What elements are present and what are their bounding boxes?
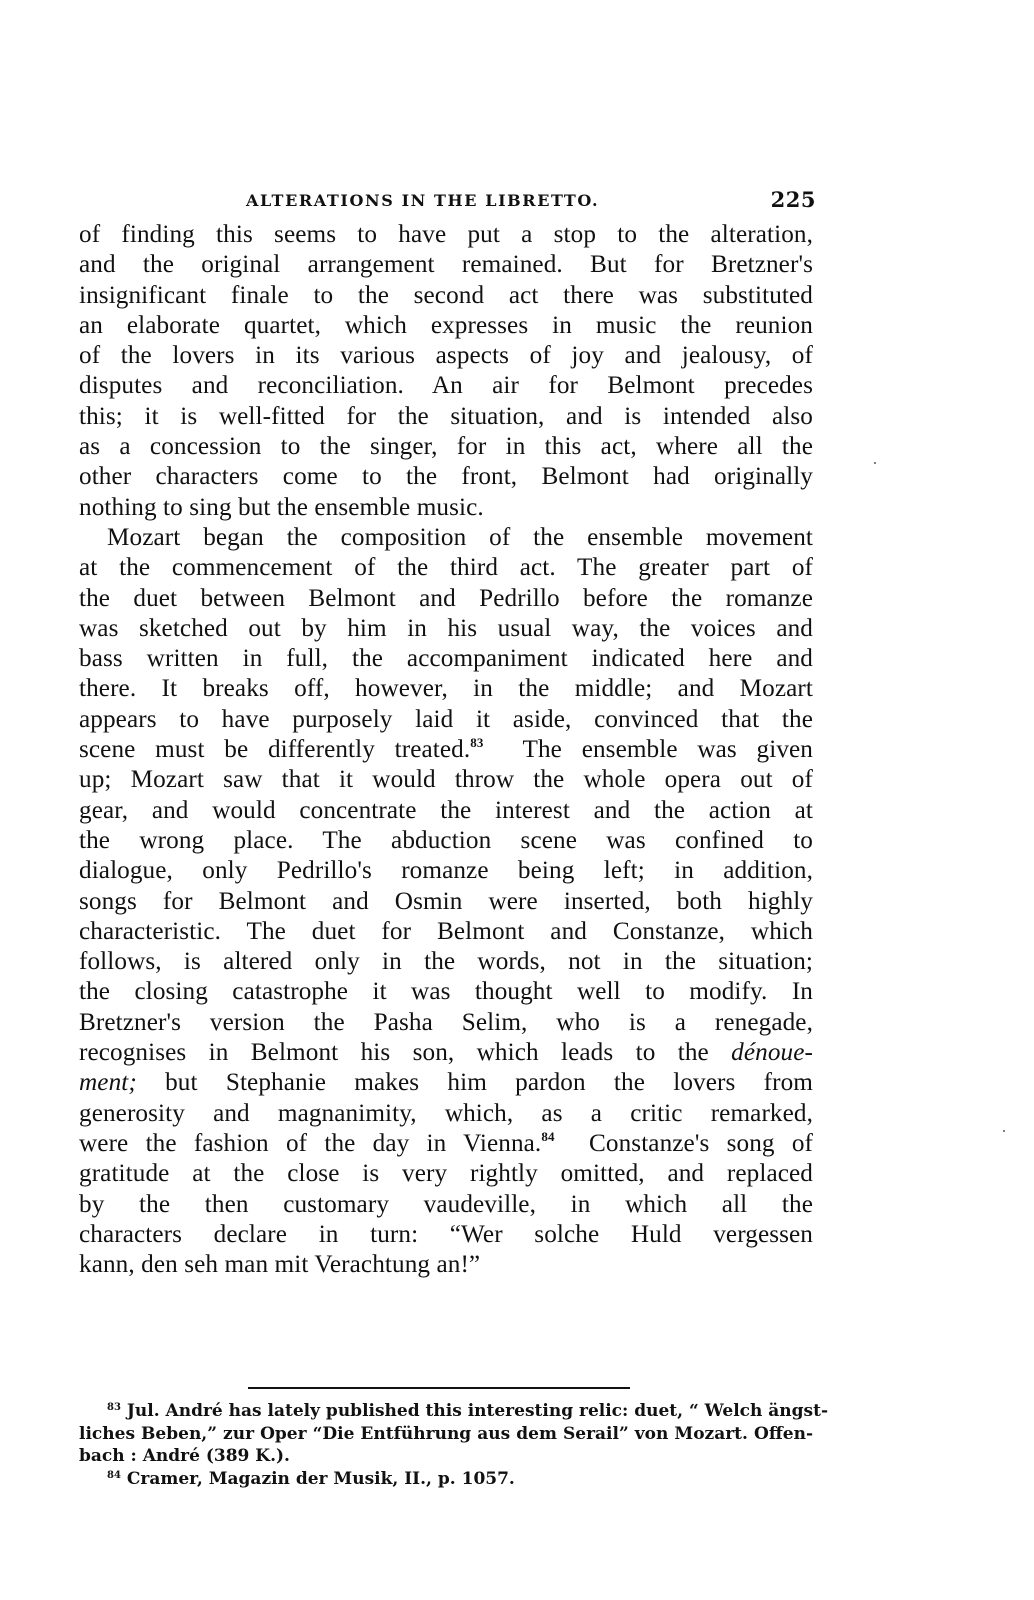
footnote-84 (79, 1468, 813, 1491)
text-line: appears to have purposely laid it aside, convinced that the (79, 705, 813, 733)
text-line (79, 1068, 813, 1098)
paragraph-2 (79, 523, 813, 1280)
text-line: insignificant finale to the second act there was substituted (79, 281, 813, 309)
footnote-line (79, 1400, 829, 1423)
text-line (79, 735, 813, 765)
text-line: this; it is well-fitted for the situation, and is intended also (79, 402, 813, 430)
text-line: as a concession to the singer, for in this act, where all the (79, 433, 813, 461)
text-segment: The ensemble was given (522, 736, 814, 764)
scan-speck (1003, 1130, 1005, 1132)
italic-term: ment; (79, 1069, 137, 1097)
text-line: of finding this seems to have put a stop to the alteration, (79, 221, 813, 248)
text-line: up; Mozart saw that it would throw the whole opera out of (79, 766, 813, 794)
italic-term: dénoue- (731, 1039, 813, 1067)
text-line: dialogue, only Pedrillo's romanze being left; in addition, (79, 857, 813, 885)
text-line: the wrong place. The abduction scene was confined to (79, 826, 813, 854)
text-line: disputes and reconciliation. An air for Belmont precedes (79, 372, 813, 400)
text-line: gratitude at the close is very rightly omitted, and replaced (79, 1160, 813, 1188)
text-line: Bretzner's version the Pasha Selim, who is a renegade, (79, 1008, 813, 1036)
running-head (246, 187, 816, 217)
text-line: other characters come to the front, Belmont had originally (79, 463, 813, 491)
scan-speck (874, 462, 876, 464)
text-segment: but Stephanie makes him pardon the lovers from (165, 1069, 813, 1097)
text-line (79, 1038, 813, 1068)
text-line: songs for Belmont and Osmin were inserted, both highly (79, 887, 813, 915)
footnotes (79, 1400, 829, 1490)
footnote-divider (248, 1387, 630, 1389)
text-segment: were the fashion of the day in Vienna. (79, 1129, 542, 1157)
text-line: bass written in full, the accompaniment indicated here and (79, 645, 813, 673)
text-line (79, 1129, 813, 1159)
text-segment: Cramer, Magazin der Musik, II., p. 1057. (126, 1468, 515, 1489)
text-line: an elaborate quartet, which expresses in music the reunion (79, 311, 813, 339)
footnote-line (79, 1468, 813, 1491)
text-segment: Jul. André has lately published this interesting relic: duet, “ Welch ängst- (126, 1401, 829, 1421)
footnote-ref-83[interactable]: 83 (470, 735, 484, 751)
footnote-ref-84[interactable]: 84 (541, 1128, 555, 1144)
text-line: the duet between Belmont and Pedrillo before the romanze (79, 584, 813, 612)
text-line: characteristic. The duet for Belmont and Constanze, which (79, 917, 813, 945)
page-number: 225 (770, 187, 816, 212)
text-line: characters declare in turn: “Wer solche Huld vergessen (79, 1220, 813, 1248)
text-line: follows, is altered only in the words, not in the situation; (79, 948, 813, 976)
text-line: there. It breaks off, however, in the middle; and Mozart (79, 675, 813, 703)
text-line: of the lovers in its various aspects of joy and jealousy, of (79, 342, 813, 370)
footnote-marker: 83 (107, 1402, 121, 1413)
footnote-line: bach : André (389 K.). (79, 1446, 290, 1466)
footnote-83 (79, 1400, 829, 1468)
text-segment: scene must be differently treated. (79, 736, 471, 764)
text-line: at the commencement of the third act. The greater part of (79, 554, 813, 582)
text-segment: recognises in Belmont his son, which leads to the (79, 1039, 709, 1067)
running-head-title: ALTERATIONS IN THE LIBRETTO. (246, 191, 600, 210)
text-line: nothing to sing but the ensemble music. (79, 493, 484, 521)
text-line: the closing catastrophe it was thought well to modify. In (79, 978, 813, 1006)
footnote-line: liches Beben,” zur Oper “Die Entführung aus dem Serail” von Mozart. Offen- (79, 1423, 813, 1444)
body-text (79, 220, 813, 1280)
paragraph-1 (79, 220, 813, 523)
text-line: gear, and would concentrate the interest and the action at (79, 796, 813, 824)
text-line: Mozart began the composition of the ensemble movement (107, 523, 813, 551)
text-line: kann, den seh man mit Verachtung an!” (79, 1251, 481, 1279)
text-line: generosity and magnanimity, which, as a critic remarked, (79, 1099, 813, 1127)
text-line: was sketched out by him in his usual way, the voices and (79, 614, 813, 642)
footnote-marker: 84 (107, 1469, 121, 1481)
text-segment: Constanze's song of (589, 1129, 813, 1157)
text-line: and the original arrangement remained. But for Bretzner's (79, 251, 813, 279)
text-line: by the then customary vaudeville, in which all the (79, 1190, 813, 1218)
